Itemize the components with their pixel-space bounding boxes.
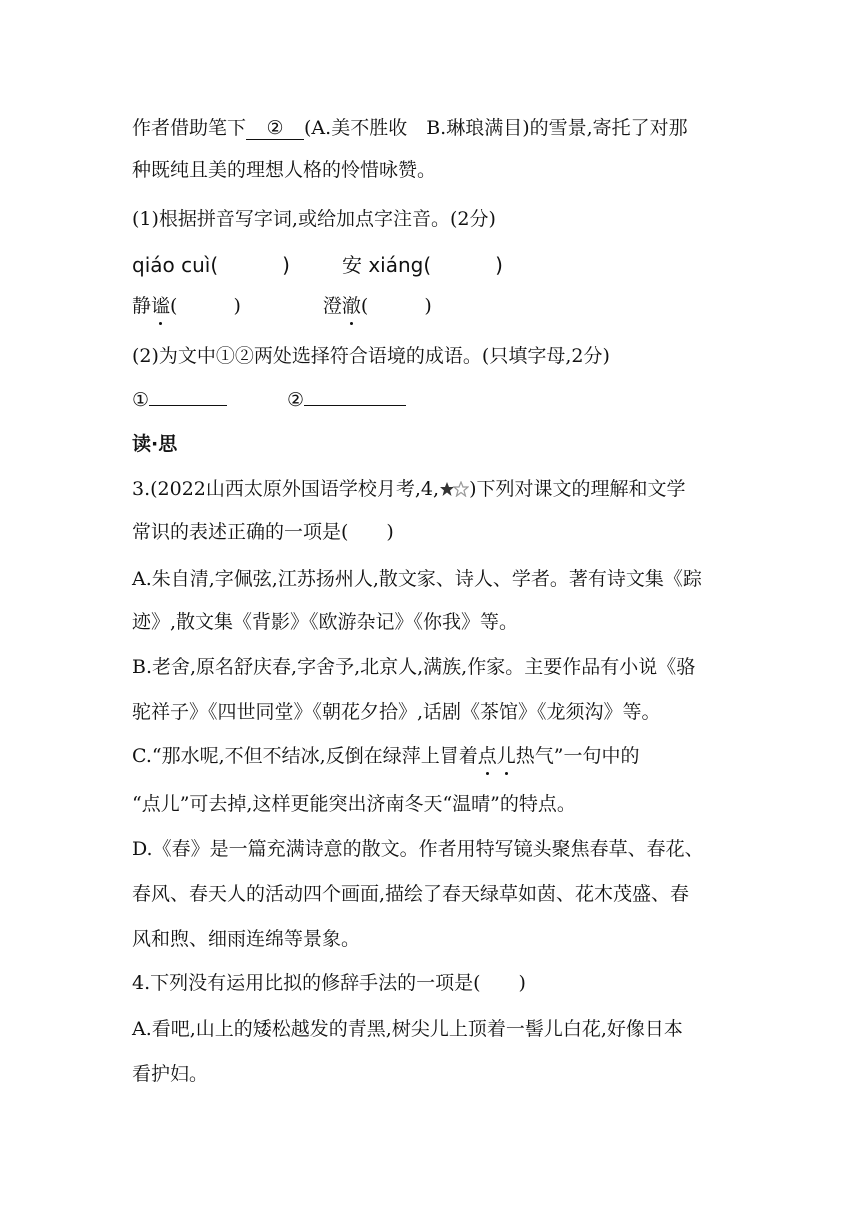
answer-blank-2b xyxy=(304,405,406,406)
answer-blank-1 xyxy=(149,405,227,406)
dotted-char: 点 xyxy=(477,745,497,767)
intro-text-pre: 作者借助笔下 xyxy=(132,117,247,139)
section-heading: 读·思 xyxy=(132,433,178,455)
dotted-char: 澈 xyxy=(341,295,361,317)
q3-option-b-1: B.老舍,原名舒庆春,字舍予,北京人,满族,作家。主要作品有小说《骆 xyxy=(132,656,696,678)
q3-option-d-3: 风和煦、细雨连绵等景象。 xyxy=(132,928,361,950)
q2-answer-row xyxy=(132,387,740,413)
pinyin-item-1: qiáo cuì( xyxy=(132,253,219,277)
q3-option-b-2: 驼祥子》《四世同堂》《朝花夕拾》,话剧《茶馆》《龙须沟》等。 xyxy=(132,701,661,723)
q3-option-a-1: A.朱自清,字佩弦,江苏扬州人,散文家、诗人、学者。著有诗文集《踪 xyxy=(132,568,702,590)
q1-prompt: (1)根据拼音写字词,或给加点字注音。(2分) xyxy=(132,208,496,230)
intro-line-2: 种既纯且美的理想人格的怜惜咏赞。 xyxy=(132,159,437,181)
q3-line-2: 常识的表述正确的一项是( ) xyxy=(132,521,394,543)
q3-line-1: 3.(2022山西太原外国语学校月考,4, )下列对课文的理解和文学 xyxy=(132,476,740,504)
answer-blank-2: ② xyxy=(246,117,304,140)
pinyin-item-2-char: 安 xyxy=(341,253,362,277)
q3-option-c-1: C.“那水呢,不但不结冰,反倒在绿萍上冒着点儿热气”一句中的 xyxy=(132,745,640,767)
q2-prompt: (2)为文中①②两处选择符合语境的成语。(只填字母,2分) xyxy=(132,345,610,367)
intro-line-1 xyxy=(132,115,740,141)
q4-option-a-1: A.看吧,山上的矮松越发的青黑,树尖儿上顶着一髻儿白花,好像日本 xyxy=(132,1018,683,1040)
q3-option-c-2: “点儿”可去掉,这样更能突出济南冬天“温晴”的特点。 xyxy=(132,793,576,815)
q3-option-d-1: D.《春》是一篇充满诗意的散文。作者用特写镜头聚焦春草、春花、 xyxy=(132,838,704,860)
dotted-char: 儿 xyxy=(496,745,516,767)
answer-label-1: ① xyxy=(132,389,150,411)
q3-option-d-2: 春风、春天人的活动四个画面,描绘了春天绿草如茵、花木茂盛、春 xyxy=(132,883,690,905)
dotted-char: 谧 xyxy=(151,295,171,317)
pinyin-item-2: xiáng( xyxy=(368,253,432,277)
star-rating-icon xyxy=(439,478,469,504)
answer-label-2: ② xyxy=(287,389,305,411)
q4-line-1: 4.下列没有运用比拟的修辞手法的一项是( ) xyxy=(132,972,526,994)
q3-option-a-2: 迹》,散文集《背影》《欧游杂记》《你我》等。 xyxy=(132,611,519,633)
q4-option-a-2: 看护妇。 xyxy=(132,1063,209,1085)
q1-pinyin-row: qiáo cuì( ) 安 xiáng( ) xyxy=(132,253,503,277)
intro-text-post: (A.美不胜收 B.琳琅满目)的雪景,寄托了对那 xyxy=(304,117,688,139)
q1-char-row: 静谧( ) 澄澈( ) xyxy=(132,295,432,317)
